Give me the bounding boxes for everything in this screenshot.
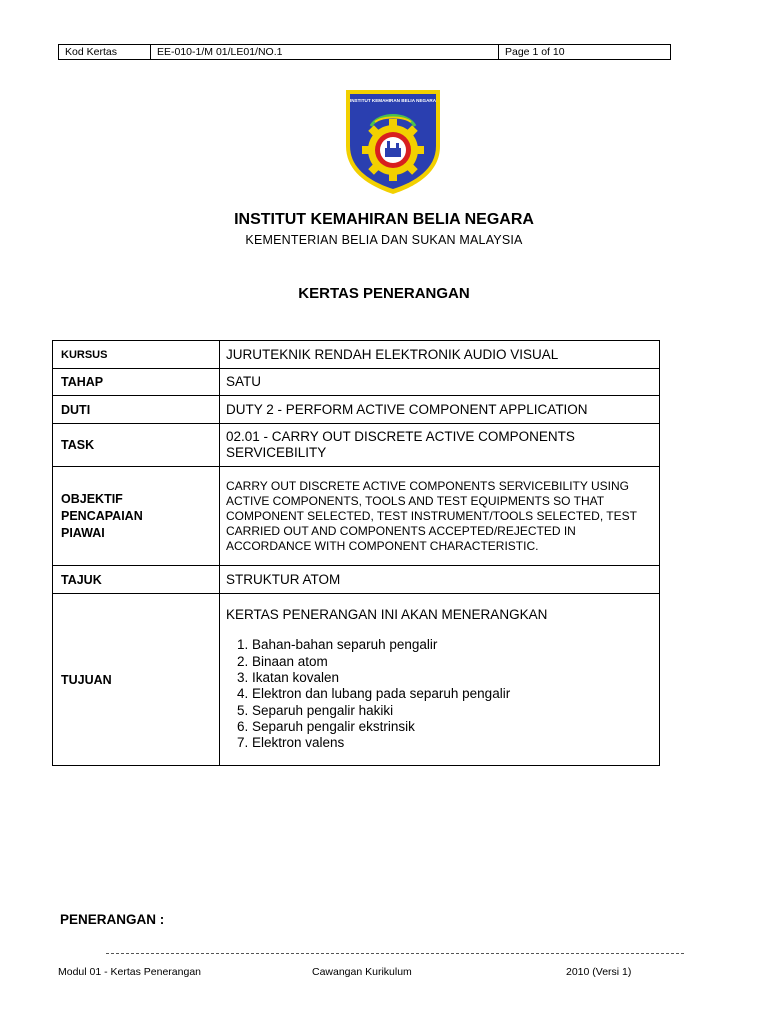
document-type-title: KERTAS PENERANGAN <box>298 285 470 302</box>
kursus-value: JURUTEKNIK RENDAH ELEKTRONIK AUDIO VISUAL <box>220 341 660 369</box>
kursus-label: KURSUS <box>53 341 220 369</box>
list-item: 5. Separuh pengalir hakiki <box>252 703 653 719</box>
footer-module: Modul 01 - Kertas Penerangan <box>58 966 202 978</box>
duti-label: DUTI <box>53 396 220 424</box>
institute-logo <box>343 88 443 196</box>
tajuk-label: TAJUK <box>53 566 220 594</box>
tujuan-value <box>220 594 660 766</box>
table-row-kursus <box>53 341 660 369</box>
task-value: 02.01 - CARRY OUT DISCRETE ACTIVE COMPONENTS SERVICEBILITY <box>220 424 660 467</box>
table-row-tahap <box>53 369 660 396</box>
tahap-label: TAHAP <box>53 369 220 396</box>
page-number: Page 1 of 10 <box>505 46 565 58</box>
list-item: 2. Binaan atom <box>252 654 653 670</box>
list-item: 1. Bahan-bahan separuh pengalir <box>252 637 653 653</box>
document-header <box>58 44 671 60</box>
list-item: 4. Elektron dan lubang pada separuh pengalir <box>252 686 653 702</box>
list-item: 3. Ikatan kovalen <box>252 670 653 686</box>
footer-divider <box>106 953 684 954</box>
institute-title: INSTITUT KEMAHIRAN BELIA NEGARA <box>234 211 534 228</box>
table-row-objektif <box>53 467 660 566</box>
list-item: 6. Separuh pengalir ekstrinsik <box>252 719 653 735</box>
objektif-label <box>53 467 220 566</box>
tahap-value: SATU <box>220 369 660 396</box>
objektif-value: CARRY OUT DISCRETE ACTIVE COMPONENTS SERVICEBILITY USING ACTIVE COMPONENTS, TOOLS AND TEST EQUIPMENTS SO THAT COMPONENT SELECTED, TEST INSTRUMENT/TOOLS SELECTED, TEST CARRIED OUT AND COMPONENTS ACCEPTED/REJECTED IN ACCORDANCE WITH COMPONENT CHARACTERISTIC. <box>220 467 660 566</box>
footer-version: 2010 (Versi 1) <box>566 966 632 978</box>
table-row-tujuan <box>53 594 660 766</box>
task-label: TASK <box>53 424 220 467</box>
penerangan-heading: PENERANGAN : <box>60 912 165 927</box>
objektif-label-line-2: PENCAPAIAN <box>61 508 143 523</box>
table-row-task <box>53 424 660 467</box>
ministry-subtitle: KEMENTERIAN BELIA DAN SUKAN MALAYSIA <box>245 233 523 247</box>
duti-value: DUTY 2 - PERFORM ACTIVE COMPONENT APPLICATION <box>220 396 660 424</box>
objektif-label-line-3: PIAWAI <box>61 525 105 540</box>
tujuan-list <box>226 637 653 751</box>
kod-kertas-value: EE-010-1/M 01/LE01/NO.1 <box>151 45 499 59</box>
list-item: 7. Elektron valens <box>252 735 653 751</box>
footer-department: Cawangan Kurikulum <box>312 966 412 978</box>
logo-text: INSTITUT KEMAHIRAN BELIA NEGARA <box>349 98 437 103</box>
table-row-duti <box>53 396 660 424</box>
tujuan-intro: KERTAS PENERANGAN INI AKAN MENERANGKAN <box>226 607 548 623</box>
tujuan-label: TUJUAN <box>53 594 220 766</box>
course-info-table <box>52 340 660 766</box>
tajuk-value: STRUKTUR ATOM <box>220 566 660 594</box>
objektif-label-line-1: OBJEKTIF <box>61 491 123 506</box>
table-row-tajuk <box>53 566 660 594</box>
kod-kertas-label: Kod Kertas <box>59 45 151 59</box>
